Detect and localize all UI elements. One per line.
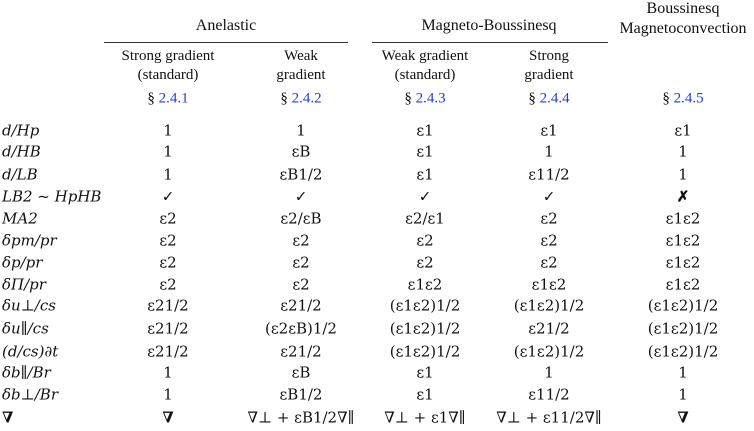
table-cell: ε2 <box>540 231 558 250</box>
table-cell: ∇ <box>162 408 174 427</box>
table-cell: ε1 <box>416 165 434 184</box>
table-cell: ε2 <box>292 275 310 294</box>
section-number-link[interactable]: 2.4.5 <box>673 90 704 107</box>
table-cell: ε1 <box>416 363 434 382</box>
col-header-line1: Strong <box>528 48 569 64</box>
table-cell: ε1 <box>416 385 434 404</box>
table-cell: (ε1ε2)1/2 <box>513 296 585 315</box>
row-label: δΠ/pr <box>2 275 46 294</box>
section-symbol: § <box>662 90 670 107</box>
row-label: δb∥/Br <box>2 363 51 382</box>
row-label: d/HB <box>2 142 41 161</box>
col-header-line1: Strong gradient <box>121 48 215 64</box>
table-cell: εB <box>291 363 311 382</box>
group-header-boussinesq-magnetoconvection: Boussinesq Magnetoconvection <box>619 0 747 37</box>
section-symbol: § <box>147 90 155 107</box>
table-cell: ε2 <box>416 253 434 272</box>
table-cell: ∇⊥ + ε1∇∥ <box>384 408 466 427</box>
table-cell: ε2 <box>159 231 177 250</box>
table-cell: ε1ε2 <box>407 275 443 294</box>
table-cell: ε1 <box>416 121 434 140</box>
table-cell: ε1ε2 <box>665 253 701 272</box>
section-number-link[interactable]: 2.4.3 <box>415 90 446 107</box>
col-header-weak-gradient-standard <box>382 47 469 85</box>
table-cell: ε11/2 <box>528 385 570 404</box>
group-header-magneto-boussinesq: Magneto-Boussinesq <box>421 17 557 34</box>
table-cell: 1 <box>163 121 173 140</box>
table-cell: ✓ <box>418 187 432 206</box>
table-cell: (ε1ε2)1/2 <box>647 342 719 361</box>
table-cell: ε21/2 <box>147 296 189 315</box>
row-label: ∇ <box>2 408 14 427</box>
row-label: LB2 ~ HpHB <box>2 187 102 206</box>
section-ref-2-4-3[interactable] <box>404 92 445 107</box>
table-cell: ε1 <box>540 121 558 140</box>
table-cell: (ε2εB)1/2 <box>265 319 337 338</box>
col-header-weak-gradient <box>276 47 325 85</box>
table-cell: (ε1ε2)1/2 <box>389 342 461 361</box>
row-label: δp/pr <box>2 253 43 272</box>
table-cell: ε2 <box>540 253 558 272</box>
table-cell: ε1 <box>674 121 692 140</box>
table-cell: ✗ <box>676 187 690 206</box>
col-header-line2: (standard) <box>394 67 456 83</box>
table-cell: 1 <box>544 142 554 161</box>
table-cell: ε1ε2 <box>665 275 701 294</box>
table-cell: ε1ε2 <box>665 209 701 228</box>
table-cell: 1 <box>163 385 173 404</box>
section-ref-2-4-5[interactable] <box>662 92 703 107</box>
row-label: (d/cs)∂t <box>2 342 59 361</box>
table-cell: (ε1ε2)1/2 <box>389 296 461 315</box>
section-number-link[interactable]: 2.4.2 <box>291 90 322 107</box>
col-header-line1: Weak gradient <box>381 48 469 64</box>
table-cell: 1 <box>163 363 173 382</box>
section-ref-2-4-4[interactable] <box>528 92 569 107</box>
table-cell: ε1 <box>416 142 434 161</box>
section-number-link[interactable]: 2.4.1 <box>158 90 189 107</box>
table-cell: ε2 <box>159 209 177 228</box>
col-header-strong-gradient <box>524 47 573 85</box>
table-cell: ε2 <box>159 253 177 272</box>
col-header-line2: gradient <box>524 67 574 83</box>
table-cell: ε21/2 <box>147 342 189 361</box>
section-symbol: § <box>528 90 536 107</box>
table-cell: ε2 <box>540 209 558 228</box>
table-cell: ✓ <box>161 187 175 206</box>
table-cell: ε21/2 <box>147 319 189 338</box>
row-label: δu∥/cs <box>2 319 49 338</box>
row-label: δu⊥/cs <box>2 296 56 315</box>
table-cell: ε11/2 <box>528 165 570 184</box>
table-cell: ε2/ε1 <box>405 209 445 228</box>
table-cell: 1 <box>296 121 306 140</box>
col-header-line2: (standard) <box>137 67 199 83</box>
table-cell: ε21/2 <box>280 296 322 315</box>
section-symbol: § <box>280 90 288 107</box>
section-number-link[interactable]: 2.4.4 <box>539 90 570 107</box>
row-label: δb⊥/Br <box>2 385 58 404</box>
table-cell: (ε1ε2)1/2 <box>389 319 461 338</box>
table-cell: ε21/2 <box>280 342 322 361</box>
table-cell: ε2 <box>159 275 177 294</box>
row-label: MA2 <box>2 209 38 228</box>
col-header-strong-gradient-standard <box>122 47 215 85</box>
table-cell: (ε1ε2)1/2 <box>647 296 719 315</box>
table-cell: εB <box>291 142 311 161</box>
table-cell: ε1ε2 <box>665 231 701 250</box>
table-cell: 1 <box>678 165 688 184</box>
table-cell: ε21/2 <box>528 319 570 338</box>
table-cell: ∇⊥ + εB1/2∇∥ <box>247 408 355 427</box>
table-cell: εB1/2 <box>279 165 323 184</box>
table-cell: ε2 <box>292 231 310 250</box>
section-ref-2-4-2[interactable] <box>280 92 321 107</box>
table-cell: ε2 <box>416 231 434 250</box>
group-rule-magneto-boussinesq <box>372 42 608 43</box>
table-cell: (ε1ε2)1/2 <box>647 319 719 338</box>
group-header-anelastic: Anelastic <box>195 17 257 34</box>
table-cell: 1 <box>678 142 688 161</box>
col-header-line1: Weak <box>284 48 318 64</box>
section-symbol: § <box>404 90 412 107</box>
table-cell: 1 <box>163 142 173 161</box>
table-cell: ✓ <box>542 187 556 206</box>
table-cell: 1 <box>544 363 554 382</box>
row-label: δpm/pr <box>2 231 57 250</box>
table-cell: ε2 <box>292 253 310 272</box>
col-header-line2: gradient <box>276 67 326 83</box>
table-cell: 1 <box>163 165 173 184</box>
section-ref-2-4-1[interactable] <box>147 92 188 107</box>
table-cell: 1 <box>678 385 688 404</box>
table-cell: ∇ <box>677 408 689 427</box>
table-cell: ∇⊥ + ε11/2∇∥ <box>496 408 602 427</box>
table-cell: ✓ <box>294 187 308 206</box>
group-rule-anelastic <box>104 42 348 43</box>
row-label: d/LB <box>2 165 38 184</box>
table-cell: ε2/εB <box>280 209 322 228</box>
row-label: d/Hp <box>2 121 40 140</box>
table-cell: 1 <box>678 363 688 382</box>
table-cell: ε1ε2 <box>531 275 567 294</box>
table-cell: εB1/2 <box>279 385 323 404</box>
table-cell: (ε1ε2)1/2 <box>513 342 585 361</box>
